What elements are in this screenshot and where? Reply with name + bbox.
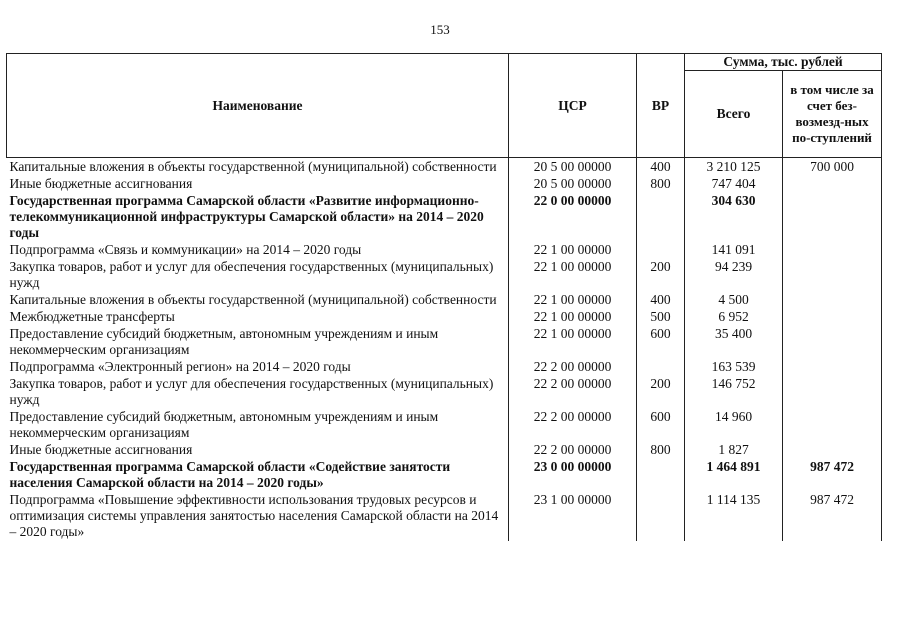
table-row	[7, 409, 882, 442]
row-name: Государственная программа Самарской области «Развитие информационно-телекоммуникационной инфраструктуры Самарской области» на 2014 – 2020 годы	[7, 193, 509, 242]
row-name: Иные бюджетные ассигнования	[7, 176, 509, 193]
table-row	[7, 309, 882, 326]
table-body	[7, 158, 882, 542]
table-row	[7, 492, 882, 541]
row-total: 4 500	[685, 292, 783, 309]
table-row	[7, 158, 882, 177]
row-vr: 600	[637, 409, 685, 442]
row-csr: 22 0 00 00000	[509, 193, 637, 242]
row-csr: 22 2 00 00000	[509, 359, 637, 376]
row-total: 35 400	[685, 326, 783, 359]
row-name: Государственная программа Самарской области «Содействие занятости населения Самарской области на 2014 – 2020 годы»	[7, 459, 509, 492]
row-vr	[637, 242, 685, 259]
header-vr: ВР	[637, 54, 685, 158]
row-vr	[637, 193, 685, 242]
row-free	[783, 292, 882, 309]
table-row	[7, 242, 882, 259]
row-name: Закупка товаров, работ и услуг для обеспечения государственных (муниципальных) нужд	[7, 259, 509, 292]
row-total: 163 539	[685, 359, 783, 376]
row-vr: 400	[637, 292, 685, 309]
budget-table	[6, 53, 882, 541]
row-free	[783, 409, 882, 442]
row-total: 304 630	[685, 193, 783, 242]
row-free: 700 000	[783, 158, 882, 177]
row-name: Капитальные вложения в объекты государственной (муниципальной) собственности	[7, 292, 509, 309]
row-vr: 800	[637, 176, 685, 193]
row-csr: 23 1 00 00000	[509, 492, 637, 541]
header-csr: ЦСР	[509, 54, 637, 158]
row-csr: 22 1 00 00000	[509, 242, 637, 259]
header-sum: Сумма, тыс. рублей	[685, 54, 882, 71]
row-csr: 22 2 00 00000	[509, 442, 637, 459]
row-total: 146 752	[685, 376, 783, 409]
table-row	[7, 193, 882, 242]
row-vr	[637, 359, 685, 376]
row-name: Подпрограмма «Повышение эффективности использования трудовых ресурсов и оптимизация системы управления занятостью населения Самарской области на 2014 – 2020 годы»	[7, 492, 509, 541]
row-name: Капитальные вложения в объекты государственной (муниципальной) собственности	[7, 158, 509, 177]
header-total: Всего	[685, 71, 783, 158]
table-row	[7, 359, 882, 376]
row-free	[783, 442, 882, 459]
row-free	[783, 376, 882, 409]
row-free	[783, 176, 882, 193]
row-vr	[637, 459, 685, 492]
row-name: Иные бюджетные ассигнования	[7, 442, 509, 459]
row-total: 747 404	[685, 176, 783, 193]
table-row	[7, 326, 882, 359]
row-name: Подпрограмма «Связь и коммуникации» на 2014 – 2020 годы	[7, 242, 509, 259]
row-name: Межбюджетные трансферты	[7, 309, 509, 326]
row-csr: 22 1 00 00000	[509, 259, 637, 292]
row-csr: 22 1 00 00000	[509, 292, 637, 309]
row-total: 1 114 135	[685, 492, 783, 541]
row-free	[783, 326, 882, 359]
table-row	[7, 292, 882, 309]
row-name: Предоставление субсидий бюджетным, автономным учреждениям и иным некоммерческим организациям	[7, 326, 509, 359]
row-total: 1 464 891	[685, 459, 783, 492]
table-row	[7, 259, 882, 292]
row-csr: 22 2 00 00000	[509, 409, 637, 442]
row-name: Предоставление субсидий бюджетным, автономным учреждениям и иным некоммерческим организациям	[7, 409, 509, 442]
row-vr: 500	[637, 309, 685, 326]
row-free	[783, 242, 882, 259]
row-total: 1 827	[685, 442, 783, 459]
row-free	[783, 259, 882, 292]
row-total: 14 960	[685, 409, 783, 442]
row-free	[783, 193, 882, 242]
row-total: 6 952	[685, 309, 783, 326]
row-vr: 200	[637, 376, 685, 409]
page-number: 153	[430, 22, 450, 37]
row-csr: 20 5 00 00000	[509, 176, 637, 193]
row-csr: 22 2 00 00000	[509, 376, 637, 409]
row-csr: 22 1 00 00000	[509, 326, 637, 359]
row-total: 141 091	[685, 242, 783, 259]
table-header	[7, 54, 882, 158]
row-free	[783, 359, 882, 376]
table-row	[7, 459, 882, 492]
row-free: 987 472	[783, 459, 882, 492]
header-name: Наименование	[7, 54, 509, 158]
row-vr: 800	[637, 442, 685, 459]
row-csr: 23 0 00 00000	[509, 459, 637, 492]
row-csr: 22 1 00 00000	[509, 309, 637, 326]
row-free: 987 472	[783, 492, 882, 541]
table-row	[7, 176, 882, 193]
row-vr	[637, 492, 685, 541]
row-free	[783, 309, 882, 326]
row-vr: 200	[637, 259, 685, 292]
row-name: Подпрограмма «Электронный регион» на 2014 – 2020 годы	[7, 359, 509, 376]
row-vr: 400	[637, 158, 685, 177]
header-free: в том числе за счет без-возмезд-ных по-ступлений	[783, 71, 882, 158]
row-total: 3 210 125	[685, 158, 783, 177]
row-csr: 20 5 00 00000	[509, 158, 637, 177]
table-row	[7, 442, 882, 459]
table-row	[7, 376, 882, 409]
row-vr: 600	[637, 326, 685, 359]
row-total: 94 239	[685, 259, 783, 292]
row-name: Закупка товаров, работ и услуг для обеспечения государственных (муниципальных) нужд	[7, 376, 509, 409]
